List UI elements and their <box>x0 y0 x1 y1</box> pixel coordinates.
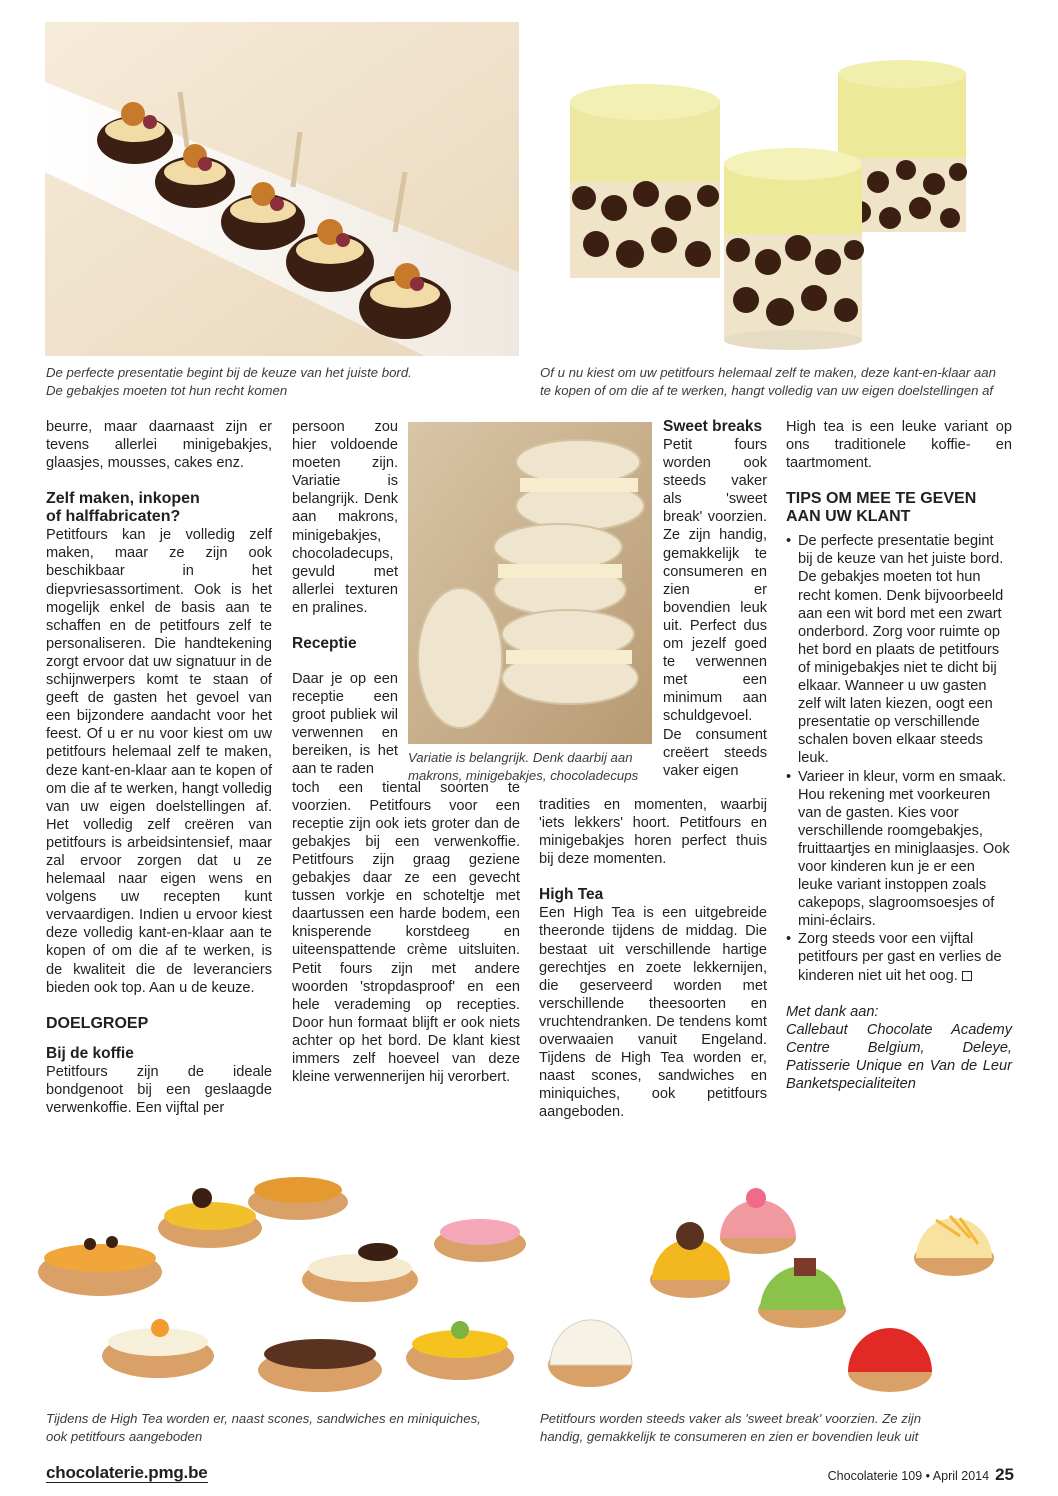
photo-chocolate-cups <box>45 22 519 356</box>
paragraph-tradities: tradities en momenten, waarbij 'iets lekkers' hoort. Petitfours en minigebakjes horen perfect thuis bij deze momenten. <box>539 797 767 868</box>
heading-bij-de-koffie: Bij de koffie <box>46 1044 134 1062</box>
paragraph-receptie: Daar je op een receptie een groot publiek wil verwennen en bereiken, is het aan te raden toch een tiental soorten te voorzien. Petitfours voor een receptie zijn ook iets groter dan de gebakjes bij een verwenkoffie. Petitfours zijn graag geziene gebakjes daar ze een gevecht tussen vorkje en schoteltje met daartussen een harde bodem, een knisperende korstdeeg en uiteenspattende crème uitsluiten. Petit fours zijn met andere woorden 'stropdasproof' en een hele verademing op recepties. Door hun formaat blijft er ook niets achter op het bord. De klant kiest immers zelf hoeveel van deze kleine verwennerijen hij verorbert. <box>292 671 520 1086</box>
tip-item: • Varieer in kleur, vorm en smaak. Hou rekening met voorkeuren van de gasten. Kies voor verschillende roomgebakjes, fruittaartjes en miniglaasjes. Ook voor kinderen kun je er een leuke variant instoppen zoals cakepops, slagroomsoesjes of mini-éclairs. <box>786 768 1012 931</box>
heading-zelf-maken: Zelf maken, inkopen of halffabricaten? <box>46 490 200 526</box>
end-mark-icon <box>962 971 972 981</box>
column-4 <box>786 418 1012 1093</box>
tip-item: • De perfecte presentatie begint bij de keuze van het juiste bord. De gebakjes moeten tot hun recht komen. Denk bijvoorbeeld aan een wit bord met een zwart onderbord. Zorg voor ruimte op het bord en plaats de petitfours of minigebakjes niet te dicht bij elkaar. Wanneer u uw gasten zelf wilt laten kiezen, oogt een presentatie op verschillende schalen boven elkaar steeds leuk. <box>786 532 1012 767</box>
paragraph-variatie: persoon zou hier voldoende moeten zijn. Variatie is belangrijk. Denk aan makrons, minigebakjes, chocoladecups, gevuld met allerlei texturen en pralines. <box>292 419 398 616</box>
heading-sweet-breaks: Sweet breaks <box>663 418 763 435</box>
photo-macarons <box>408 422 652 744</box>
page-number: 25 <box>995 1465 1014 1484</box>
paragraph-zelf-maken: Petitfours kan je volledig zelf maken, maar ze zijn ook beschikbaar in het diepvriesassortiment. Ook is het mogelijk enkel de basis aan te schaffen en de petitfours zelf te personaliseren. Die handtekening zorgt ervoor dat uw signatuur in de schijnwerpers komt te staan of geeft de gasten het gevoel van een bijzondere aandacht voor het feest. Of u er nu voor kiest om uw petitfours helemaal zelf te maken, deze kant-en-klaar aan te kopen of om die af te werken, hangt volledig van uw eigen doelstellingen af. Het volledig zelf creëren van petitfours is arbeidsintensief, maar zal ervoor zorgen dat u ze helemaal naar eigen wens en volgens uw recepten kunt vervaardigen. Indien u ervoor kiest deze volledig kant-en-klaar aan te kopen of om die af te werken, is de kwaliteit die de leveranciers bieden ook top. Aan u de keuze. <box>46 527 272 996</box>
intro-paragraph: beurre, maar daarnaast zijn er tevens allerlei minigebakjes, glaasjes, mousses, cakes enz. <box>46 419 272 472</box>
heading-doelgroep: DOELGROEP <box>46 1014 149 1032</box>
column-2-top <box>292 418 398 653</box>
photo-mini-domes <box>540 1140 1020 1402</box>
column-1 <box>46 418 272 1117</box>
photo-mini-eclairs <box>30 1140 530 1402</box>
paragraph-high-tea: Een High Tea is een uitgebreide theeronde tijdens de middag. Die bestaat uit verschillende hartige gerechtjes en zoete lekkernijen, die geserveerd worden met verschillende theesoorten en vruchtendranken. De tendens komt overwaaien vanuit Engeland. Tijdens de High Tea worden er, naast scones, sandwiches en miniquiches, ook petitfours aangeboden. <box>539 905 767 1121</box>
thanks-heading: Met dank aan: <box>786 1003 879 1020</box>
footer-url-link[interactable]: chocolaterie.pmg.be <box>46 1463 208 1482</box>
footer-issue: Chocolaterie 109 • April 2014 25 <box>827 1465 1014 1484</box>
caption-bottom-left: Tijdens de High Tea worden er, naast scones, sandwiches en miniquiches, ook petitfours aangeboden <box>46 1411 481 1444</box>
caption-bottom-right: Petitfours worden steeds vaker als 'sweet break' voorzien. Ze zijn handig, gemakkelijk te consumeren en zien er bovendien leuk uit <box>540 1411 922 1444</box>
column-3-top <box>663 418 767 780</box>
thanks-body: Callebaut Chocolate Academy Centre Belgium, Deleye, Patisserie Unique en Van de Leur Banketspecialiteiten <box>786 1021 1012 1092</box>
photo-dotted-entremets <box>540 22 1014 356</box>
caption-top-right: Of u nu kiest om uw petitfours helemaal zelf te maken, deze kant-en-klaar aan te kopen of om die af te werken, hangt volledig van uw eigen doelstellingen af <box>540 365 996 398</box>
heading-high-tea: High Tea <box>539 886 604 904</box>
tips-list <box>786 532 1012 984</box>
tip-item: • Zorg steeds voor een vijftal petitfours per gast en verlies de kinderen niet uit het oog. <box>786 930 1012 984</box>
paragraph-high-tea-variant: High tea is een leuke variant op ons traditionele koffie- en taartmoment. <box>786 419 1012 472</box>
column-3-bottom <box>539 796 767 1122</box>
caption-top-left: De perfecte presentatie begint bij de keuze van het juiste bord. De gebakjes moeten tot hun recht komen <box>46 365 412 398</box>
heading-tips: TIPS OM MEE TE GEVEN AAN UW KLANT <box>786 490 977 526</box>
paragraph-sweet-breaks: Petit fours worden ook steeds vaker als 'sweet break' voorzien. Ze zijn handig, gemakkelijk te consumeren en zien er bovendien leuk uit. Perfect dus om jezelf goed te verwennen met een minimum aan schuldgevoel. De consument creëert steeds vaker eigen <box>663 437 767 779</box>
paragraph-bij-de-koffie: Petitfours zijn de ideale bondgenoot bij een geslaagde verwenkoffie. Een vijftal per <box>46 1063 272 1116</box>
caption-macarons: Variatie is belangrijk. Denk daarbij aan makrons, minigebakjes, chocoladecups <box>408 750 639 783</box>
heading-receptie: Receptie <box>292 635 357 653</box>
